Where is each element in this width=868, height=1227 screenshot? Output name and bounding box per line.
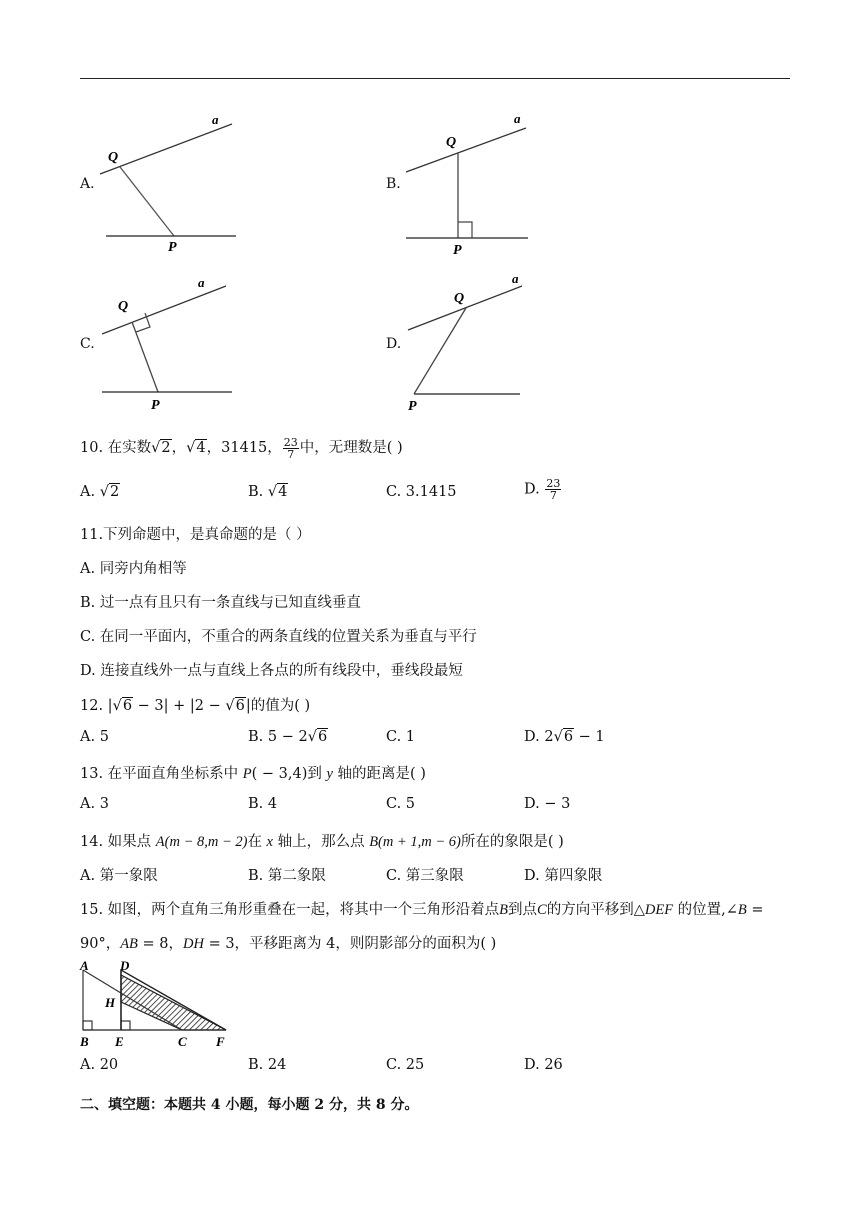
q13-option-c[interactable]: C. 5 xyxy=(386,796,416,812)
svg-text:A: A xyxy=(80,958,89,973)
svg-text:Q: Q xyxy=(454,291,465,306)
q13-option-b[interactable]: B. 4 xyxy=(248,796,278,812)
svg-text:H: H xyxy=(105,995,116,1010)
question-11: 11.下列命题中，是真命题的是（ ） xyxy=(80,527,311,543)
svg-text:C: C xyxy=(178,1034,187,1048)
segment-pq xyxy=(120,167,174,236)
option-b-label: B. xyxy=(386,176,401,192)
svg-text:P: P xyxy=(408,399,417,414)
svg-text:P: P xyxy=(151,398,160,413)
q12-option-c[interactable]: C. 1 xyxy=(386,729,416,745)
point-q-label: Q xyxy=(108,150,119,165)
line-a-label: a xyxy=(212,112,219,127)
question-13: 13. 在平面直角坐标系中 P( − 3,4)到 y 轴的距离是( ) xyxy=(80,766,426,782)
q15-option-a[interactable]: A. 20 xyxy=(80,1057,119,1073)
svg-text:Q: Q xyxy=(446,135,457,150)
svg-text:P: P xyxy=(453,243,462,258)
option-a-label: A. xyxy=(80,176,95,192)
header-rule xyxy=(80,78,790,79)
figure-c xyxy=(96,272,256,420)
line-a xyxy=(100,124,232,174)
q12-option-a[interactable]: A. 5 xyxy=(80,729,109,745)
svg-text:B: B xyxy=(80,1034,89,1048)
q10-option-b[interactable]: B. √4 xyxy=(248,484,288,500)
question-14: 14. 如果点 A(m − 8,m − 2)在 x 轴上，那么点 B(m + 1,m − 6)所在的象限是( ) xyxy=(80,834,564,850)
svg-text:F: F xyxy=(216,1034,225,1048)
q11-option-a[interactable]: A. 同旁内角相等 xyxy=(80,561,187,577)
q12-option-b[interactable]: B. 5 − 2√6 xyxy=(248,729,328,745)
q10-option-c[interactable]: C. 3.1415 xyxy=(386,484,457,500)
q14-option-a[interactable]: A. 第一象限 xyxy=(80,868,158,884)
figure-d xyxy=(400,268,540,418)
option-c-label: C. xyxy=(80,336,95,352)
q11-option-d[interactable]: D. 连接直线外一点与直线上各点的所有线段中，垂线段最短 xyxy=(80,663,463,679)
q15-option-b[interactable]: B. 24 xyxy=(248,1057,287,1073)
q14-option-c[interactable]: C. 第三象限 xyxy=(386,868,464,884)
figure-a xyxy=(96,108,256,258)
q11-option-c[interactable]: C. 在同一平面内，不重合的两条直线的位置关系为垂直与平行 xyxy=(80,629,477,645)
option-d-label: D. xyxy=(386,336,402,352)
question-15-line2: 90°，AB = 8，DH = 3，平移距离为 4，则阴影部分的面积为( ) xyxy=(80,936,497,952)
right-angle-mark xyxy=(458,222,472,238)
q15-option-c[interactable]: C. 25 xyxy=(386,1057,425,1073)
q14-option-b[interactable]: B. 第二象限 xyxy=(248,868,326,884)
q10-option-a[interactable]: A. √2 xyxy=(80,484,120,500)
q15-figure xyxy=(76,956,236,1048)
q13-option-a[interactable]: A. 3 xyxy=(80,796,109,812)
svg-text:Q: Q xyxy=(118,299,129,314)
svg-text:D: D xyxy=(120,958,130,973)
figure-b xyxy=(400,108,540,258)
section-2-heading: 二、填空题：本题共 4 小题，每小题 2 分，共 8 分。 xyxy=(80,1097,419,1113)
q11-option-b[interactable]: B. 过一点有且只有一条直线与已知直线垂直 xyxy=(80,595,361,611)
svg-text:E: E xyxy=(115,1034,124,1048)
q15-option-d[interactable]: D. 26 xyxy=(524,1057,563,1073)
question-12: 12. |√6 − 3| + |2 − √6|的值为( ) xyxy=(80,698,311,714)
q14-option-d[interactable]: D. 第四象限 xyxy=(524,868,603,884)
q12-option-d[interactable]: D. 2√6 − 1 xyxy=(524,729,605,745)
svg-text:a: a xyxy=(514,111,521,126)
question-10: 10. 在实数√2，√4，31415， $\frac{23}{7}$ 中，无理数是( ) xyxy=(80,435,403,461)
question-15-line1: 15. 如图，两个直角三角形重叠在一起，将其中一个三角形沿着点B到点C的方向平移到△DEF 的位置,∠B = xyxy=(80,902,764,918)
svg-text:a: a xyxy=(512,271,519,286)
q13-option-d[interactable]: D. − 3 xyxy=(524,796,571,812)
svg-text:a: a xyxy=(198,275,205,290)
point-p-label: P xyxy=(168,240,177,255)
q10-option-d[interactable]: D. $\frac{23}{7}$ xyxy=(524,477,561,502)
